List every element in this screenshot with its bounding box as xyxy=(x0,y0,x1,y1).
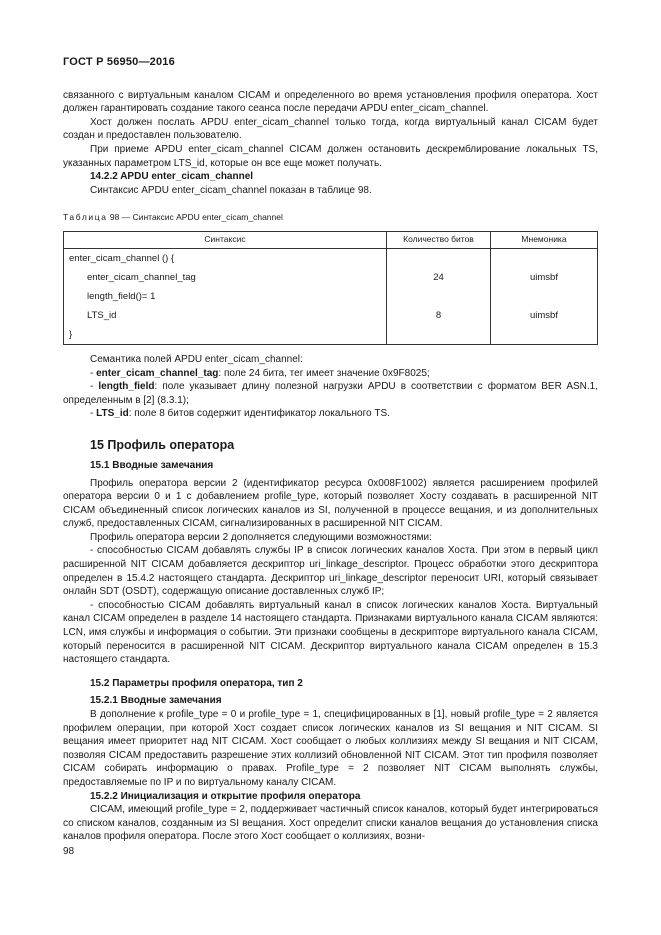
paragraph: CICAM, имеющий profile_type = 2, поддерживает частичный список каналов, который будет интегрироваться со списком каналов, созданным из SI вещания. Хост определит списки каналов вещания до установления списка каналов профиля оператора. После этого Хост сообщает о коллизиях, возни- xyxy=(63,804,598,843)
table-cell: enter_cicam_channel () { xyxy=(64,248,387,268)
semantics-item xyxy=(63,367,598,381)
table-cell: LTS_id xyxy=(64,306,387,325)
field-description: : поле 8 битов содержит идентификатор локального TS. xyxy=(128,408,390,420)
field-term: LTS_id xyxy=(96,408,129,420)
semantics-intro: Семантика полей APDU enter_cicam_channel: xyxy=(90,353,303,365)
table-cell xyxy=(387,325,491,345)
field-term: enter_cicam_channel_tag xyxy=(96,367,219,379)
dash: - xyxy=(90,408,97,420)
table-row xyxy=(64,325,598,345)
table-cell: 24 xyxy=(387,268,491,287)
field-description: : поле 24 бита, тег имеет значение 0x9F8025; xyxy=(218,367,430,379)
dash: - xyxy=(90,367,97,379)
table-cell: enter_cicam_channel_tag xyxy=(64,268,387,287)
table-cell: uimsbf xyxy=(491,306,598,325)
paragraph: Синтаксис APDU enter_cicam_channel показан в таблице 98. xyxy=(90,184,372,196)
page-content xyxy=(63,56,598,844)
section-heading-15-2-1: 15.2.1 Вводные замечания xyxy=(90,695,222,707)
column-header-syntax: Синтаксис xyxy=(64,231,387,248)
semantics-item xyxy=(63,380,598,407)
section-heading-15-1: 15.1 Вводные замечания xyxy=(90,459,214,471)
paragraph: Профиль оператора версии 2 (идентификатор ресурса 0x008F1002) является расширением профилей оператора версии 0 и 1 с добавлением profile_type, который позволяет Хосту создавать в расширенной NIT CICAM объединенный список логических каналов из SI, полученной в процессе вещания, и из дополнительных служб, предоставленных CICAM, сигнализированных в расширенной NIT CICAM. xyxy=(63,477,598,530)
table-caption-prefix: Таблица xyxy=(63,212,108,223)
column-header-bits: Количество битов xyxy=(387,231,491,248)
paragraph: связанного с виртуальным каналом CICAM и определенного во время установления профиля оператора. Хост должен гарантировать создание такого сеанса после передачи APDU enter_cicam_channel. xyxy=(63,89,598,115)
table-cell: length_field()= 1 xyxy=(64,287,387,306)
semantics-item xyxy=(63,407,598,421)
page-number: 98 xyxy=(63,846,75,857)
field-term: length_field xyxy=(98,381,155,393)
table-row xyxy=(64,287,598,306)
table-cell xyxy=(491,287,598,306)
paragraph: Хост должен послать APDU enter_cicam_channel только тогда, когда виртуальный канал CICAM будет создан и предоставлен пользователю. xyxy=(63,116,598,142)
paragraph: В дополнение к profile_type = 0 и profile_type = 1, специфицированных в [1], новый profile_type = 2 является профилем операции, при которой Хост создает список логических каналов из SI вещания и NIT CICAM. SI вещания имеет приоритет над NIT CICAM. Хост сообщает о любых коллизиях между SI вещания и NIT CICAM, позволяя CICAM предоставить разрешение этих коллизий обновленной NIT CICAM. Этот тип профиля позволяет CICAM собирать информацию о правах. Profile_type = 2 позволяет NIT CICAM выполнять службы, предоставляемые по IP и по виртуальному каналу CICAM. xyxy=(63,709,598,788)
table-cell xyxy=(491,248,598,268)
paragraph: - способностью CICAM добавлять службы IP в список логических каналов Хоста. При этом в первый цикл расширенной NIT CICAM добавляется дескриптор uri_linkage_descriptor. Процесс обработки этого дескриптора определен в 15.4.2 настоящего стандарта. Дескриптор uri_linkage_descriptor переносит URI, который связывает онлайн SDT (OSDT), содержащую описание доставленных служб IP; xyxy=(63,545,598,598)
section-heading-14-2-2: 14.2.2 APDU enter_cicam_channel xyxy=(90,171,254,183)
paragraph: - способностью CICAM добавлять виртуальный канал в список логических каналов Хоста. Виртуальный канал CICAM определен в разделе 14 настоящего стандарта. Признаками виртуального канала CICAM являются: LCN, имя службы и информация о событии. Эти признаки сообщены в дескрипторе виртуального канала CICAM, который переносится в расширенной NIT CICAM. Дескриптор виртуального канала CICAM определен в 15.3 настоящего стандарта. xyxy=(63,599,598,666)
section-heading-15: 15 Профиль оператора xyxy=(90,437,235,452)
dash: - xyxy=(90,381,99,393)
table-cell: } xyxy=(64,325,387,345)
table-caption xyxy=(63,211,598,225)
table-row xyxy=(64,268,598,287)
table-cell xyxy=(491,325,598,345)
syntax-table xyxy=(63,231,598,345)
table-cell xyxy=(387,287,491,306)
paragraph: Профиль оператора версии 2 дополняется следующими возможностями: xyxy=(90,531,432,543)
table-caption-text: 98 — Синтаксис APDU enter_cicam_channel xyxy=(107,212,283,223)
paragraph: При приеме APDU enter_cicam_channel CICAM должен остановить дескремблирование локальных TS, указанных параметром LTS_id, которые он все еще может получать. xyxy=(63,143,598,169)
section-heading-15-2: 15.2 Параметры профиля оператора, тип 2 xyxy=(90,677,303,689)
table-cell: uimsbf xyxy=(491,268,598,287)
table-row xyxy=(64,306,598,325)
section-heading-15-2-2: 15.2.2 Инициализация и открытие профиля оператора xyxy=(90,790,361,802)
table-row xyxy=(64,248,598,268)
table-cell: 8 xyxy=(387,306,491,325)
column-header-mnemonic: Мнемоника xyxy=(491,231,598,248)
table-cell xyxy=(387,248,491,268)
field-description: : поле указывает длину полезной нагрузки APDU в соответствии с форматом BER ASN.1, определенным в [2] (8.3.1); xyxy=(63,381,598,406)
document-header: ГОСТ Р 56950—2016 xyxy=(63,56,175,68)
